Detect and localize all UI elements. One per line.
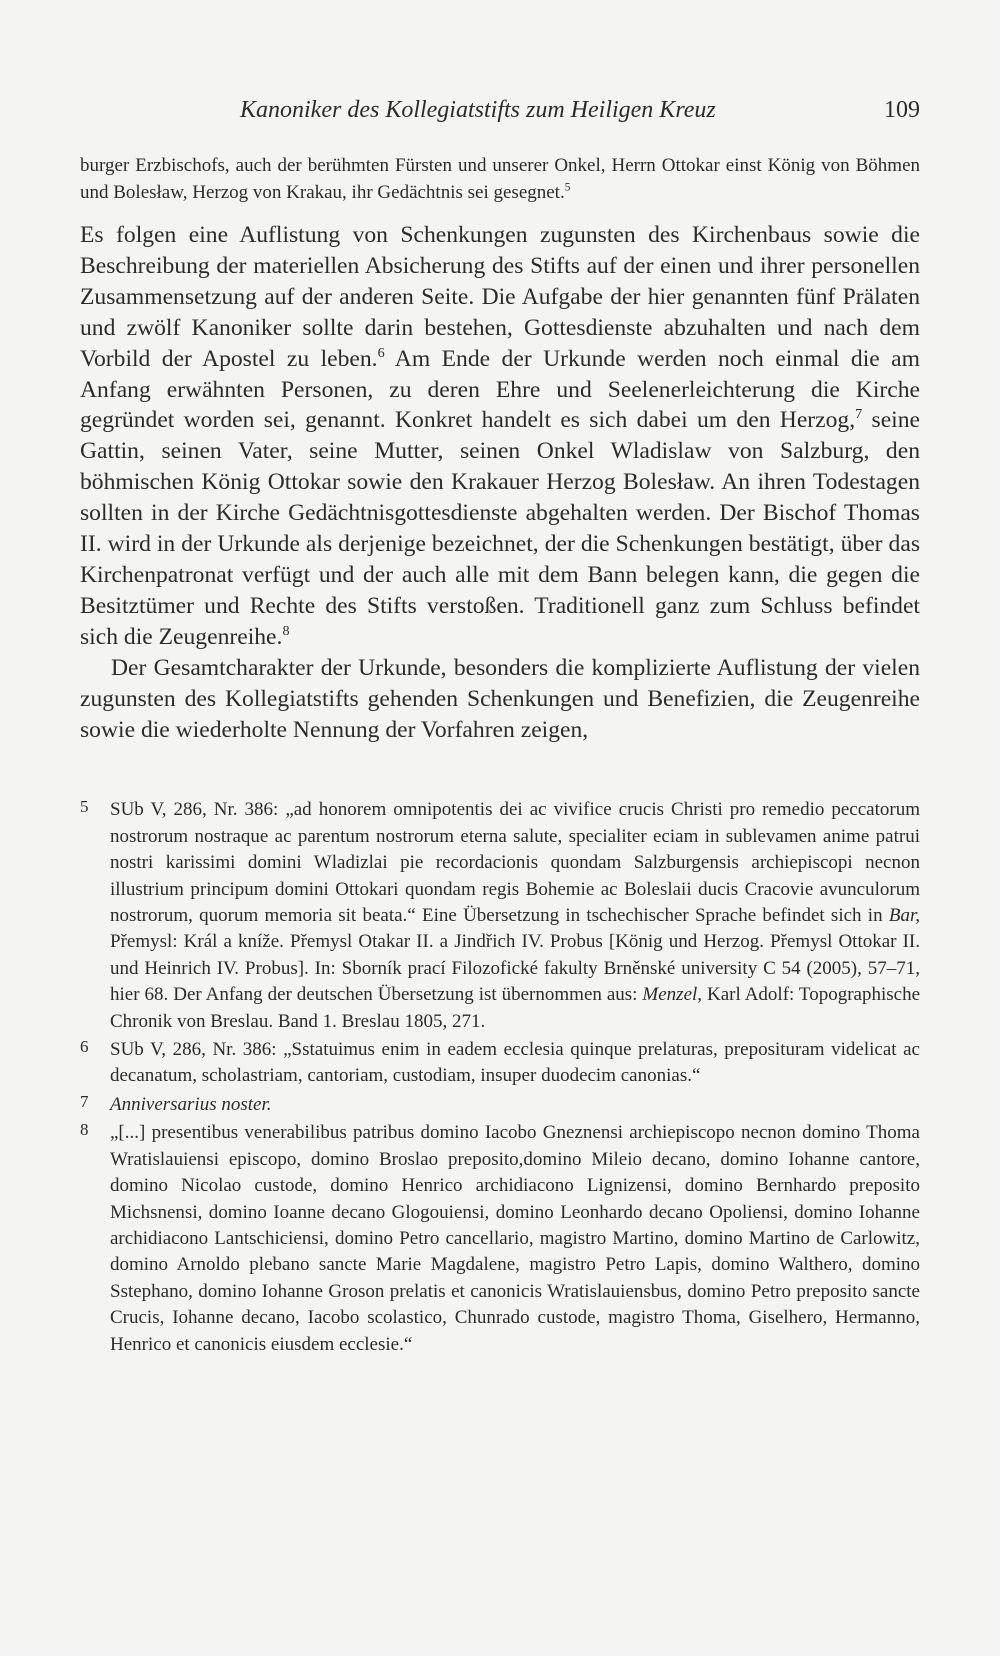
footnote-number: 7 bbox=[80, 1091, 89, 1111]
footnote-ref-7[interactable]: 7 bbox=[855, 406, 863, 423]
footnote-7 bbox=[80, 1092, 920, 1118]
footnotes bbox=[80, 797, 920, 1358]
footnote-number: 8 bbox=[80, 1120, 89, 1140]
footnote-6 bbox=[80, 1037, 920, 1090]
footnote-number: 5 bbox=[80, 797, 89, 817]
page-number: 109 bbox=[884, 97, 920, 123]
footnote-5 bbox=[80, 797, 920, 1035]
book-page bbox=[80, 96, 920, 1360]
body-paragraph-1 bbox=[80, 220, 920, 653]
footnote-number: 6 bbox=[80, 1037, 89, 1057]
footnote-8 bbox=[80, 1120, 920, 1358]
body-text bbox=[80, 220, 920, 745]
footnote-text: Anniversarius noster. bbox=[110, 1093, 272, 1115]
footnote-text: SUb V, 286, Nr. 386: „Sstatuimus enim in eadem ecclesia quinque prelaturas, preposituram videlicat ac decanatum, scholastriam, cantoriam, custodiam, insuper duodecim canonias.“ bbox=[110, 1039, 920, 1087]
footnote-ref-5[interactable]: 5 bbox=[564, 181, 571, 194]
body-paragraph-1-part-3: seine Gattin, seinen Vater, seine Mutter, seinen Onkel Wladislaw von Salzburg, den böhmischen König Ottokar sowie den Krakauer Herzog Bolesław. An ihren Todestagen sollten in der Kirche Gedächtnisgottesdienste abgehalten werden. Der Bischof Thomas II. wird in der Urkunde als derjenige bezeichnet, der die Schenkungen bestätigt, über das Kirchenpatronat verfügt und der auch alle mit dem Bann belegen kann, die gegen die Besitztümer und Rechte des Stifts verstoßen. Traditionell ganz zum Schluss befindet sich die Zeugenreihe. bbox=[80, 407, 920, 650]
footnote-5-part-1: SUb V, 286, Nr. 386: „ad honorem omnipotentis dei ac vivifice crucis Christi pro remedio peccatorum nostrorum nostraque ac parentum nostrorum eterna salute, specialiter eciam in sublevamen anime patrui nostri karissimi domini Wladizlai pie recordacionis quondam Salzburgensis archiepiscopi necnon illustrium principum domini Ottokari quondam regis Bohemie ac Boleslaii ducis Cracovie avunculorum nostrorum, quorum memoria sit beata.“ Eine Übersetzung in tschechischer Sprache befindet sich in bbox=[110, 799, 920, 927]
footnote-text: „[...] presentibus venerabilibus patribus domino Iacobo Gneznensi archiepiscopo necnon domino Thoma Wratislauiensi episcopo, domino Broslao preposito,domino Mileio decano, domino Iohanne cantore, domino Nicolao custode, domino Henrico archidiacono Lignizensi, domino Bernhardo preposito Michsnensi, domino Ioanne decano Glogouiensi, domino Leonhardo decano Opoliensi, domino Iohanne archidiacono Lantschiciensi, domino Petro cancellario, magistro Martino, domino Martino de Carlowitz, domino Arnoldo plebano sancte Marie Magdalene, magistro Petro Lapis, domino Walthero, domino Sstephano, domino Iohanne Groson prelatis et canonicis Wratislauiensbus, domino Petro preposito sancte Crucis, Iohanne decano, Iacobo scolastico, Chunrado custode, magistro Thoma, Giselhero, Hermanno, Henrico et canonicis eiusdem ecclesie.“ bbox=[110, 1122, 920, 1355]
footnote-ref-8[interactable]: 8 bbox=[282, 622, 290, 639]
body-paragraph-1-part-1: Es folgen eine Auflistung von Schenkungen zugunsten des Kirchenbaus sowie die Beschreibung der materiellen Absicherung des Stifts auf der einen und ihrer personellen Zusammensetzung auf der anderen Seite. Die Aufgabe der hier genannten fünf Prälaten und zwölf Kanoniker sollte darin bestehen, Gottesdienste abzuhalten und nach dem Vorbild der Apostel zu leben. bbox=[80, 222, 920, 372]
footnote-5-part-2: Přemysl: Král a kníže. Přemysl Otakar II. a Jindřich IV. Probus [König und Herzog. Přemysl Ottokar II. und Heinrich IV. Probus]. In: Sborník prací Filozofické fakulty Brněnské university C 54 (2005), 57–71, hier 68. Der Anfang der deutschen Übersetzung ist übernommen aus: bbox=[110, 931, 920, 1006]
running-head bbox=[80, 96, 920, 124]
carryover-text: burger Erzbischofs, auch der berühmten Fürsten und unserer Onkel, Herrn Ottokar einst König von Böhmen und Bolesław, Herzog von Krakau, ihr Gedächtnis sei gesegnet. bbox=[80, 155, 920, 203]
footnote-5-author-bar: Bar, bbox=[888, 905, 920, 927]
body-paragraph-1-part-2: Am Ende der Urkunde werden noch einmal die am Anfang erwähnten Personen, zu deren Ehre und Seelenerleichterung die Kirche gegründet worden sei, genannt. Konkret handelt es sich dabei um den Herzog, bbox=[80, 345, 920, 434]
footnote-5-author-menzel: Menzel, bbox=[642, 984, 703, 1006]
footnote-ref-6[interactable]: 6 bbox=[377, 344, 385, 361]
running-title: Kanoniker des Kollegiatstifts zum Heiligen Kreuz bbox=[240, 97, 716, 123]
carryover-paragraph bbox=[80, 152, 920, 206]
body-paragraph-2: Der Gesamtcharakter der Urkunde, besonders die komplizierte Auflistung der vielen zugunsten des Kollegiatstifts gehenden Schenkungen und Benefizien, die Zeugenreihe sowie die wiederholte Nennung der Vorfahren zeigen, bbox=[80, 654, 920, 743]
footnote-text bbox=[110, 797, 920, 1035]
footnote-5-part-3: Karl Adolf: Topographische Chronik von Breslau. Band 1. Breslau 1805, 271. bbox=[110, 984, 920, 1032]
